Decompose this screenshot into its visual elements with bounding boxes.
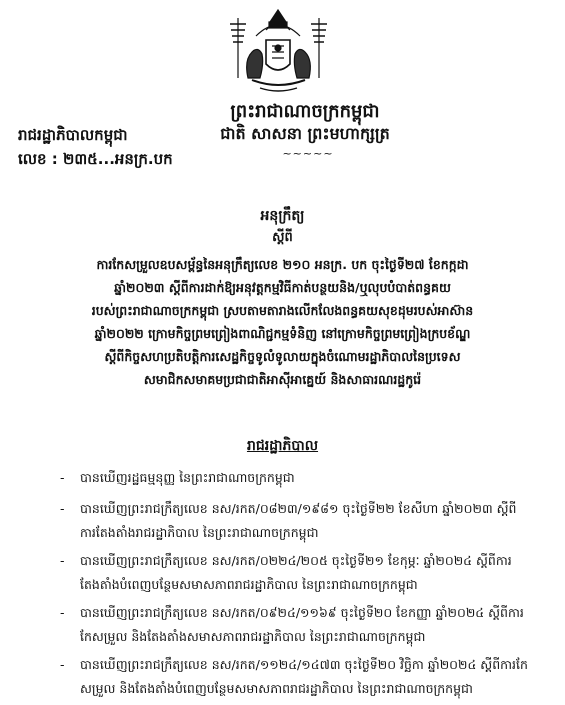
list-item (60, 653, 550, 701)
issuing-authority: រាជរដ្ឋាភិបាលកម្ពុជា (18, 126, 128, 144)
decree-subject (40, 253, 525, 391)
bullet-dash: - (60, 470, 65, 485)
consideration-line: បានឃើញព្រះរាជក្រឹត្យលេខ នស/រកត/០២២៤/២០៥ ចុះថ្ងៃទី២១ ខែកុម្ភៈ ឆ្នាំ២០២៤ ស្ដីពីការ (80, 553, 512, 568)
kingdom-motto: ជាតិ សាសនា ព្រះមហាក្សត្រ (220, 124, 390, 143)
document-type-heading: អនុក្រឹត្យ (260, 208, 305, 224)
bullet-dash: - (60, 501, 65, 516)
royal-coat-of-arms-emblem (226, 8, 331, 96)
list-item (60, 549, 550, 597)
consideration-line: កែសម្រួល និងតែងតាំងសមាសភាពរាជរដ្ឋាភិបាល នៃព្រះរាជាណាចក្រកម្ពុជា (80, 629, 426, 644)
subject-line: ឆ្នាំ២០២៣ ស្ដីពីការដាក់ឱ្យអនុវត្តកម្មវិធីកាត់បន្ថយនិង/ឬលុបបំបាត់ពន្ធគយ (114, 280, 451, 295)
consideration-line: បានឃើញព្រះរាជក្រឹត្យលេខ នស/រកត/០៨២៣/១៩៨១ ចុះថ្ងៃទី២២ ខែសីហា ឆ្នាំ២០២៣ ស្ដីពី (80, 501, 517, 516)
subject-line: ស្ដីពីកិច្ចសហប្រតិបត្តិការសេដ្ឋកិច្ចទូលំទូលាយក្នុងចំណោមរដ្ឋាភិបាលនៃប្រទេស (104, 349, 461, 364)
section-heading: រាជរដ្ឋាភិបាល (246, 438, 319, 454)
consideration-line: បានឃើញព្រះរាជក្រឹត្យលេខ នស/រកត/០៩២៤/១១៦៩ ចុះថ្ងៃទី២០ ខែកញ្ញា ឆ្នាំ២០២៤ ស្ដីពីការ (80, 605, 524, 620)
list-item (60, 497, 550, 545)
consideration-line: តែងតាំងបំពេញបន្ថែមសមាសភាពរាជរដ្ឋាភិបាល នៃព្រះរាជាណាចក្រកម្ពុជា (80, 577, 418, 592)
consideration-line: សម្រួល និងតែងតាំងបំពេញបន្ថែមសមាសភាពរាជរដ្ឋាភិបាល នៃព្រះរាជាណាចក្រកម្ពុជា (80, 681, 473, 696)
list-item (60, 601, 550, 649)
bullet-dash: - (60, 657, 65, 672)
subject-line: របស់ព្រះរាជាណាចក្រកម្ពុជា ស្របតាមតារាងលើកលែងពន្ធគយសុខដុមរបស់អាស៊ាន (91, 303, 474, 318)
considerations-list (60, 466, 550, 705)
subject-line: ឆ្នាំ២០២២ ក្រោមកិច្ចព្រមព្រៀងពាណិជ្ជកម្មទំនិញ នៅក្រោមកិច្ចព្រមព្រៀងក្របខ័ណ្ឌ (94, 326, 471, 341)
ornament-flourish: ~~~~~ (282, 147, 334, 160)
reference-number: លេខ : ២៣៥...អនក្រ.បក (18, 150, 173, 168)
consideration-line: បានឃើញរដ្ឋធម្មនុញ្ញ នៃព្រះរាជាណាចក្រកម្ពុជា (80, 470, 295, 485)
consideration-line: បានឃើញព្រះរាជក្រឹត្យលេខ នស/រកត/១១២៤/១៤៧៣ ចុះថ្ងៃទី២០ វិច្ឆិកា ឆ្នាំ២០២៤ ស្ដីពីការកែ (80, 657, 528, 672)
list-item (60, 466, 550, 490)
bullet-dash: - (60, 553, 65, 568)
bullet-dash: - (60, 605, 65, 620)
kingdom-title: ព្រះរាជាណាចក្រកម្ពុជា (230, 101, 380, 122)
subject-line: ការកែសម្រួលឧបសម្ព័ន្ធនៃអនុក្រឹត្យលេខ ២១០ អនក្រ. បក ចុះថ្ងៃទី២៧ ខែកក្កដា (96, 257, 469, 272)
subject-line: សមាជិកសមាគមប្រជាជាតិអាស៊ីអាគ្នេយ៍ និងសាធារណរដ្ឋកូរ៉េ (143, 372, 422, 387)
document-about-label: ស្ដីពី (272, 230, 293, 245)
consideration-line: ការតែងតាំងរាជរដ្ឋាភិបាល នៃព្រះរាជាណាចក្រកម្ពុជា (80, 525, 319, 540)
